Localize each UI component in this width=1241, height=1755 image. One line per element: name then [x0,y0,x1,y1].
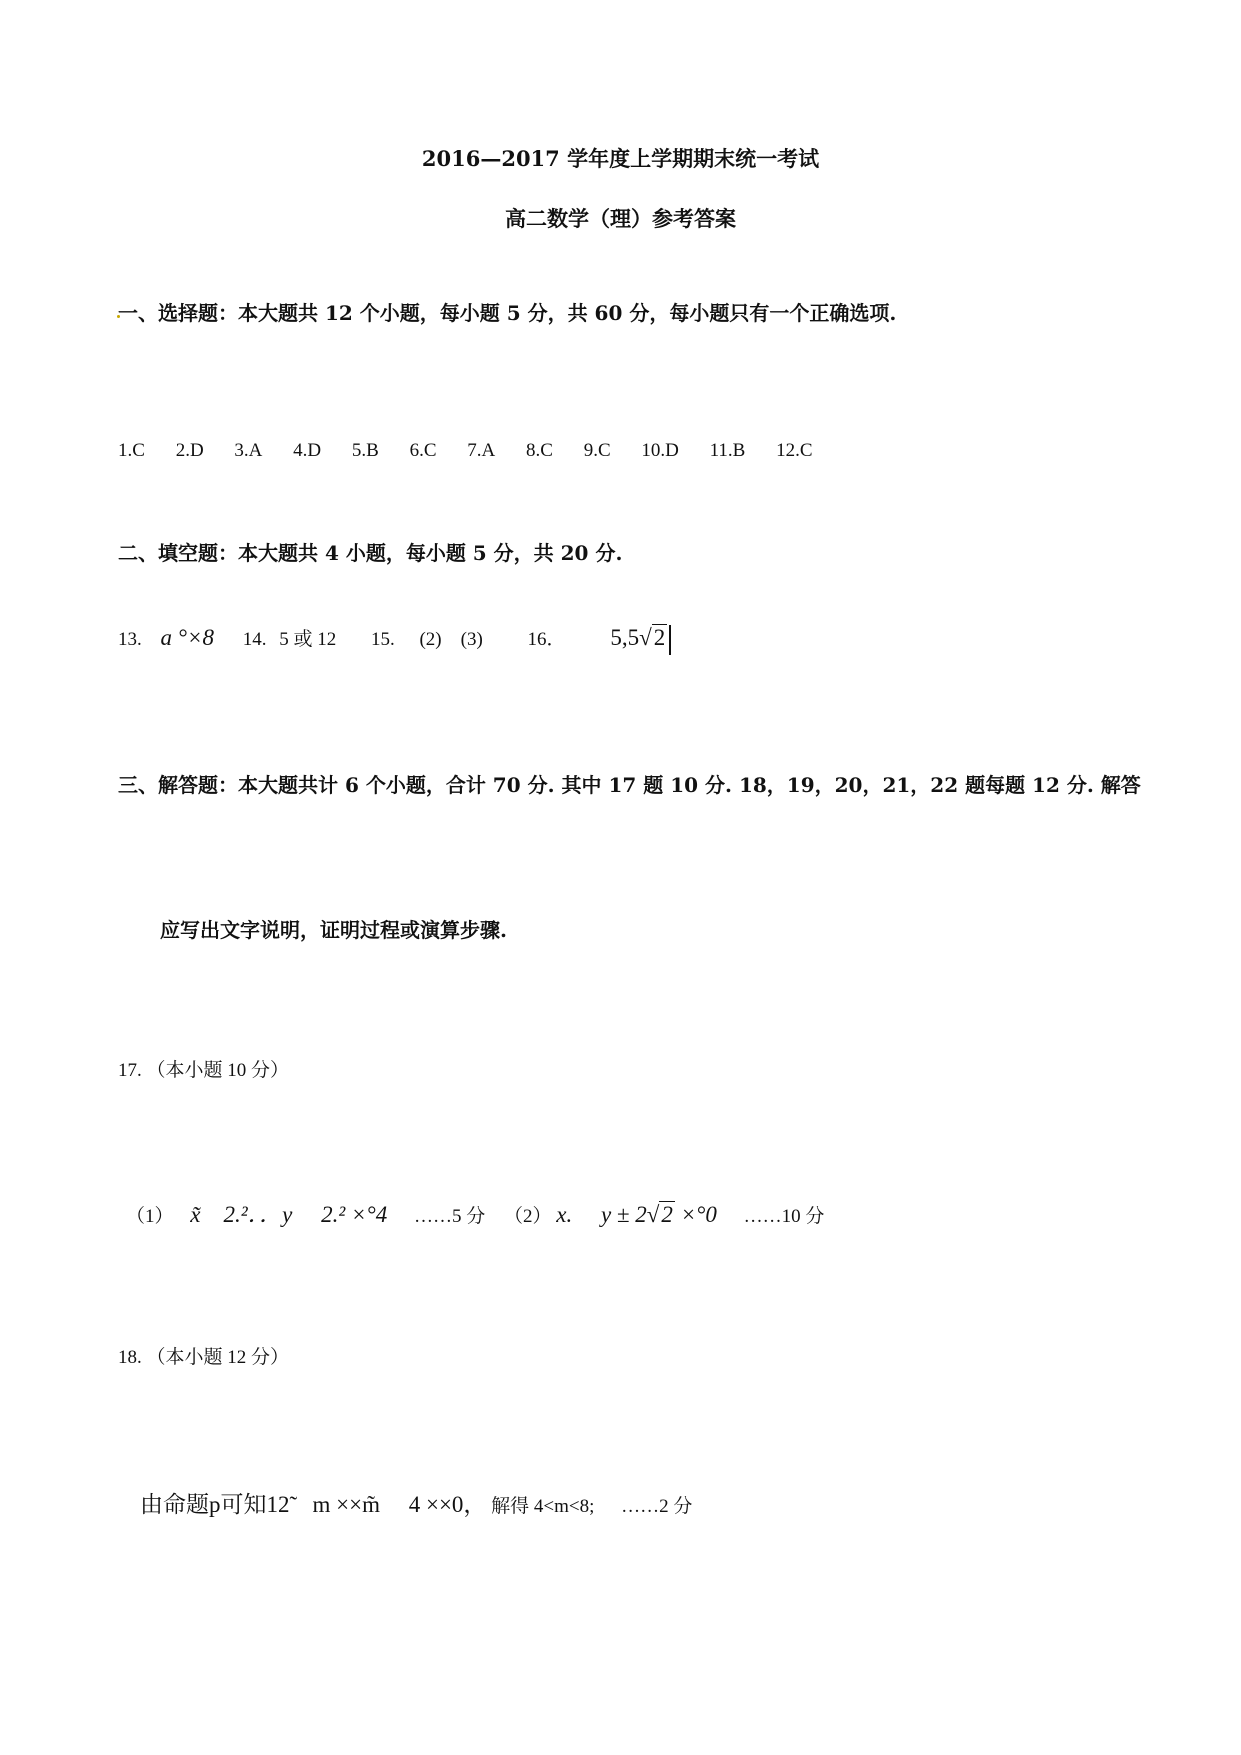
q17-part2-expr-a: x. y ± 2 [556,1202,647,1227]
q18-label: 18. （本小题 12 分） [118,1347,290,1368]
q17-part2-expr-b: ×°0 [674,1202,717,1227]
q18-line1-score: ……2 分 [621,1496,693,1517]
q14-label: 14. [242,629,267,650]
q18-line1-expr: 由命题p可知12̃ m ××m̃ 4 ××0， [140,1492,487,1517]
q17-part1-label: （1） [126,1206,174,1227]
choice-answers [118,440,839,462]
q15-answer: (2) (3) [419,629,483,650]
answer-item: 5.B [351,440,379,461]
answer-item: 12.C [776,440,813,461]
q16-prefix: 5,5 [610,625,640,650]
q13-label: 13. [118,629,142,650]
sqrt-symbol: √2 [646,1202,673,1227]
answer-item: 2.D [175,440,204,461]
answer-item: 7.A [467,440,496,461]
q18-solution [140,1486,692,1519]
section3-heading-line1: 三、解答题：本大题共计 6 个小题，合计 70 分. 其中 17 题 10 分. 18，19，20，21，22 题每题 12 分. 解答 [118,773,1141,797]
q16-answer [610,625,671,650]
q17-part2-label: （2） [503,1206,552,1227]
closing-bracket [669,625,671,655]
answer-item: 1.C [118,440,145,461]
q17-part1-expr: x̃ 2.²．．y 2.² ×°4 [190,1202,388,1227]
page-title: 2016—2017 学年度上学期期末统一考试 [421,146,820,171]
page-subtitle: 高二数学（理）参考答案 [505,206,736,231]
q16-label: 16． [527,629,566,650]
q17-label: 17. （本小题 10 分） [118,1060,290,1081]
q17-part2-radicand: 2 [661,1202,673,1227]
q17-part1-score: ……5 分 [413,1206,486,1227]
answer-item: 6.C [409,440,437,461]
q17-solution [126,1196,824,1229]
q14-answer: 5 或 12 [279,629,337,650]
answer-item: 9.C [583,440,611,461]
answer-item: 3.A [234,440,263,461]
q13-answer: a °×8 [160,625,214,650]
sqrt-symbol: √2 [639,625,666,650]
q16-radicand: 2 [653,625,666,650]
section3-heading-line2: 应写出文字说明，证明过程或演算步骤. [160,918,507,942]
q15-label: 15. [370,629,395,650]
answer-item: 8.C [526,440,553,461]
fill-answers [118,624,671,655]
section1-heading: 一、选择题：本大题共 12 个小题，每小题 5 分，共 60 分，每小题只有一个正确选项. [118,301,897,325]
q17-part2-expr [556,1202,717,1227]
answer-item: 10.D [641,440,679,461]
q17-part2-score: ……10 分 [743,1206,825,1227]
q18-line1-text: 解得 4<m<8; [491,1496,595,1517]
answer-item: 11.B [709,440,746,461]
section2-heading: 二、填空题：本大题共 4 小题，每小题 5 分，共 20 分. [118,541,623,565]
answer-item: 4.D [293,440,322,461]
